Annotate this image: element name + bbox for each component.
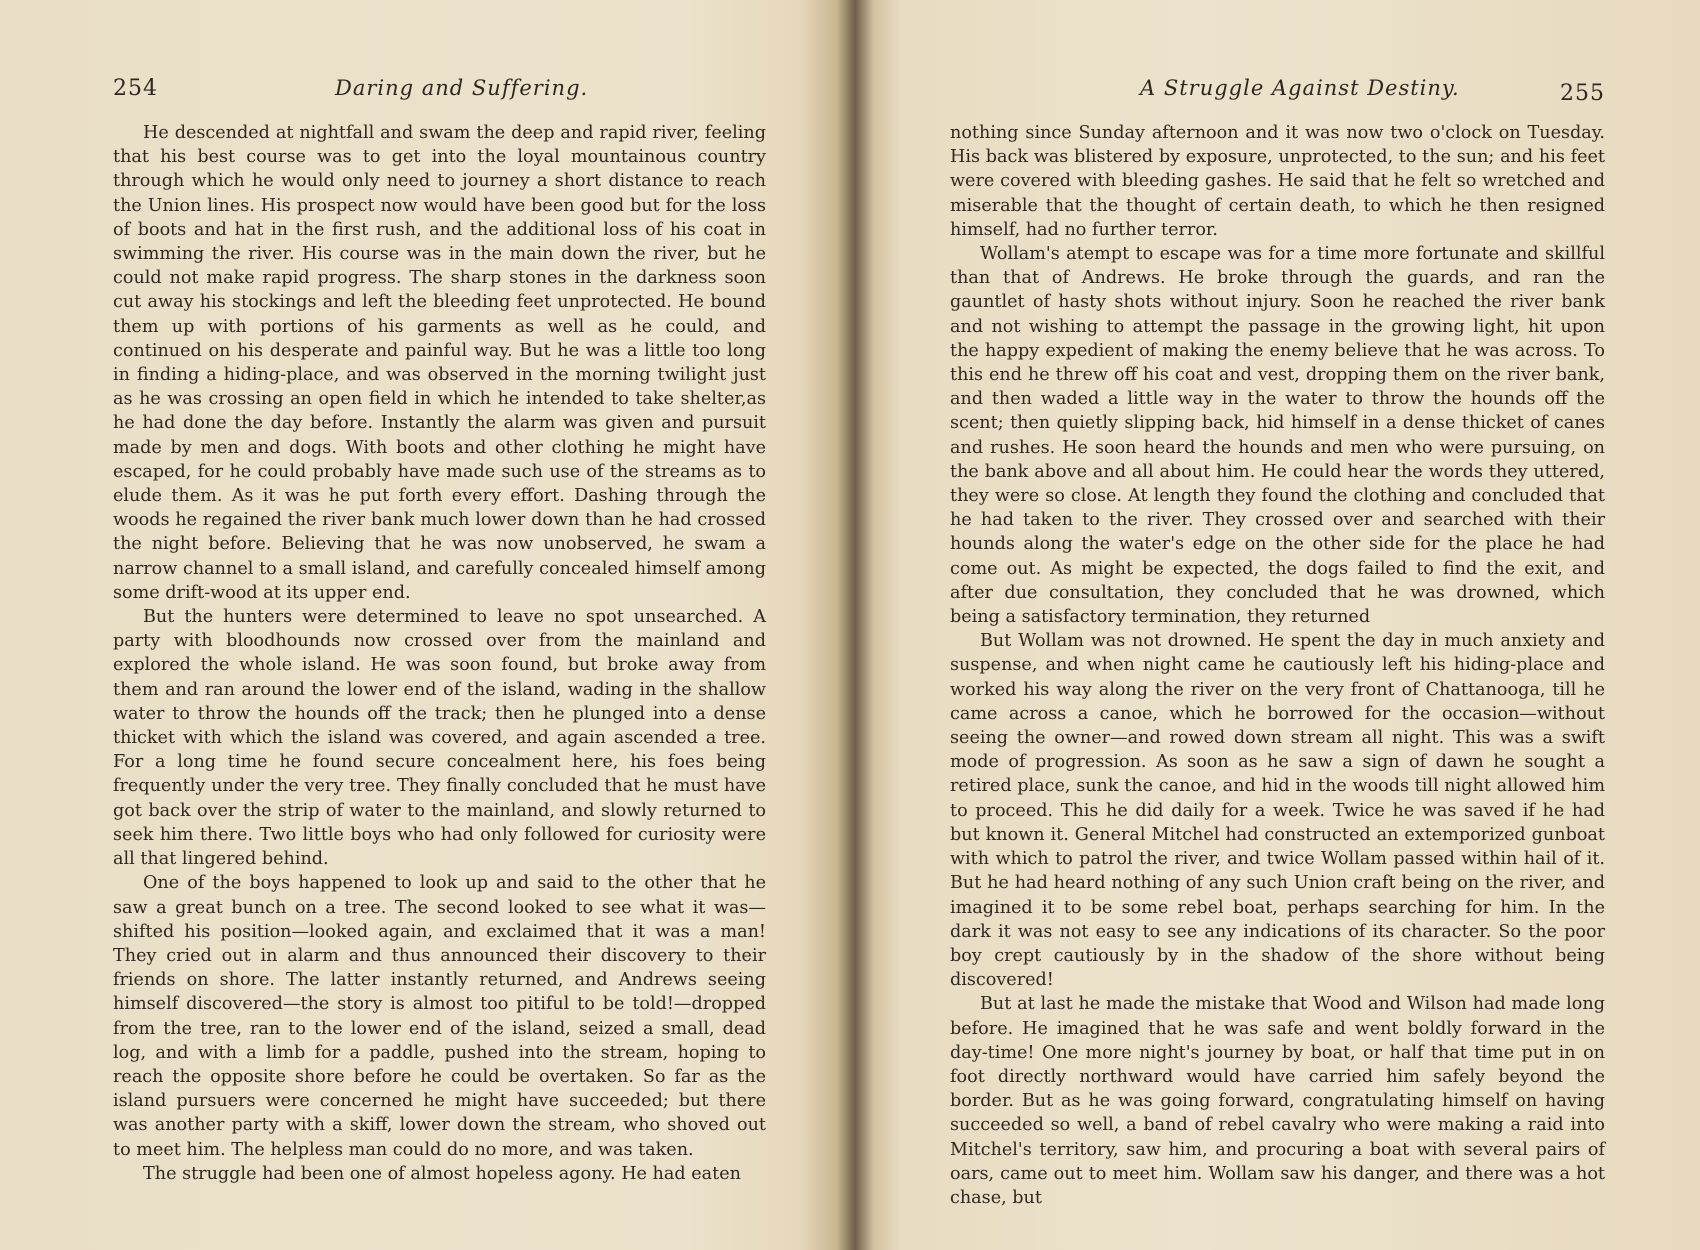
left-page-body xyxy=(113,121,766,1186)
paragraph: One of the boys happened to look up and said to the other that he saw a great bunch on a tree. The second looked to see what it was—shifted his position—looked again, and exclaimed that it was a man! They cried out in alarm and thus announced their discovery to their friends on shore. The latter instantly returned, and Andrews seeing himself discovered—the story is almost too pitiful to be told!—dropped from the tree, ran to the lower end of the island, seized a small, dead log, and with a limb for a paddle, pushed into the stream, hoping to reach the opposite shore before he could be overtaken. So far as the island pursuers were concerned he might have succeeded; but there was another party with a skiff, lower down the stream, who shoved out to meet him. The helpless man could do no more, and was taken. xyxy=(113,873,766,1160)
right-page xyxy=(850,0,1700,1250)
paragraph: But at last he made the mistake that Wood and Wilson had made long before. He imagined that he was safe and went boldly forward in the day-time! One more night's journey by boat, or half that time put in on foot directly northward would have carried him safely beyond the border. But as he was going forward, congratulating himself on having succeeded so well, a band of rebel cavalry who were making a raid into Mitchel's territory, saw him, and procuring a boat with several pairs of oars, came out to meet him. Wollam saw his danger, and there was a hot chase, but xyxy=(950,994,1605,1208)
paragraph: Wollam's atempt to escape was for a time more fortunate and skillful than that of Andrews. He broke through the guards, and ran the gauntlet of hasty shots without injury. Soon he reached the river bank and not wishing to attempt the passage in the growing light, hit upon the happy expedient of making the enemy believe that he was across. To this end he threw off his coat and vest, dropping them on the river bank, and then waded a little way in the water to throw the hounds off the scent; then quietly slipping back, hid himself in a dense thicket of canes and rushes. He soon heard the hounds and men who were pursuing, on the bank above and all about him. He could hear the words they uttered, they were so close. At length they found the clothing and concluded that he had taken to the river. They crossed over and searched with their hounds along the water's edge on the other side for the place he had come out. As might be expected, the dogs failed to find the exit, and after due consultation, they concluded that he was drowned, which being a satisfactory termination, they returned xyxy=(950,244,1605,628)
left-running-title: Daring and Suffering. xyxy=(335,76,589,100)
paragraph: But Wollam was not drowned. He spent the day in much anxiety and suspense, and when night came he cautiously left his hiding-place and worked his way along the river on the very front of Chattanooga, till he came across a canoe, which he borrowed for the occasion—without seeing the owner—and rowed down stream all night. This was a swift mode of progression. As soon as he saw a sign of dawn he sought a retired place, sunk the canoe, and hid in the woods till night allowed him to proceed. This he did daily for a week. Twice he was saved if he had but known it. General Mitchel had constructed an extemporized gunboat with which to patrol the river, and twice Wollam passed within hail of it. But he had heard nothing of any such Union craft being on the river, and imagined it to be some rebel boat, perhaps searching for him. In the dark it was not easy to see any indications of its character. So the poor boy crept cautiously by in the shadow of the shore without being discovered! xyxy=(950,631,1605,991)
paragraph: nothing since Sunday afternoon and it was now two o'clock on Tuesday. His back was blistered by exposure, unprotected, to the sun; and his feet were covered with bleeding gashes. He said that he felt so wretched and miserable that the thought of certain death, to which he then resigned himself, had no further terror. xyxy=(950,123,1605,240)
paragraph: But the hunters were determined to leave no spot unsearched. A party with bloodhounds now crossed over from the mainland and explored the whole island. He was soon found, but broke away from them and ran around the lower end of the island, wading in the shallow water to throw the hounds off the track; then he plunged into a dense thicket with which the island was covered, and again ascended a tree. For a long time he found secure concealment here, his foes being frequently under the very tree. They finally concluded that he must have got back over the strip of water to the mainland, and slowly returned to seek him there. Two little boys who had only followed for curiosity were all that lingered behind. xyxy=(113,607,766,870)
left-page-number: 254 xyxy=(113,76,158,101)
right-page-body xyxy=(950,121,1605,1210)
paragraph: He descended at nightfall and swam the deep and rapid river, feeling that his best course was to get into the loyal mountainous country through which he would only need to journey a short distance to reach the Union lines. His prospect now would have been good but for the loss of boots and hat in the first rush, and the additional loss of his coat in swimming the river. His course was in the main down the river, but he could not make rapid progress. The sharp stones in the darkness soon cut away his stockings and left the bleeding feet unprotected. He bound them up with portions of his garments as well as he could, and continued on his desperate and painful way. But he was a little too long in finding a hiding-place, and was observed in the morning twilight just as he was crossing an open field in which he intended to take shelter,as he had done the day before. Instantly the alarm was given and pursuit made by men and dogs. With boots and other clothing he might have escaped, for he could probably have made such use of the streams as to elude them. As it was he put forth every effort. Dashing through the woods he regained the river bank much lower down than he had crossed the night before. Believing that he was now unobserved, he swam a narrow channel to a small island, and carefully concealed himself among some drift-wood at its upper end. xyxy=(113,123,766,603)
right-page-header xyxy=(950,76,1605,110)
right-running-title: A Struggle Against Destiny. xyxy=(1140,76,1460,100)
paragraph: The struggle had been one of almost hopeless agony. He had eaten xyxy=(143,1163,741,1184)
right-page-number: 255 xyxy=(1560,81,1605,106)
left-page-header xyxy=(113,76,766,110)
